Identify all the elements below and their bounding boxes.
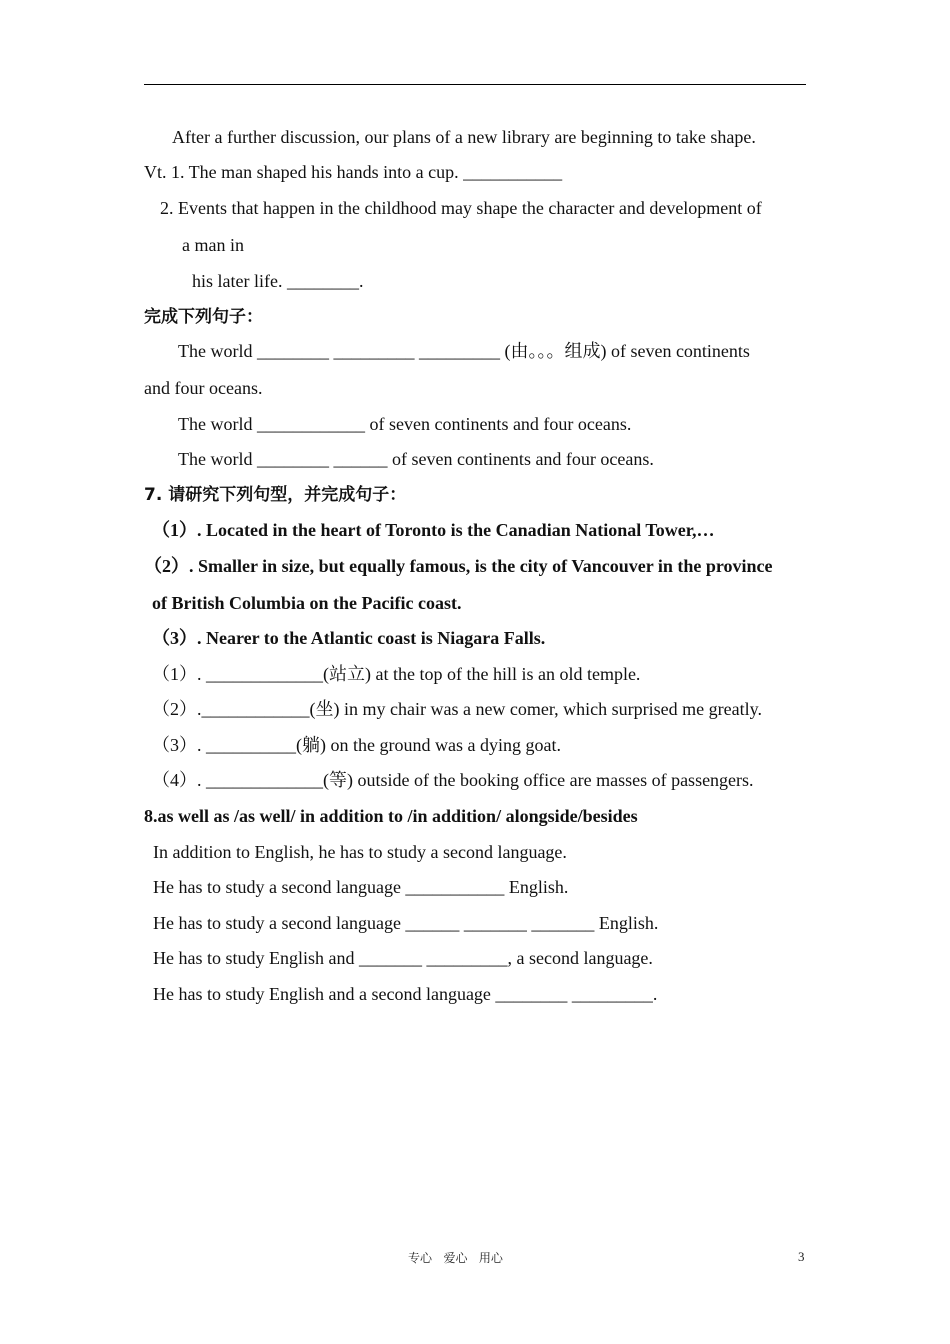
paragraph-line: The world ____________ of seven continents and four oceans. [178,414,632,434]
example-sentence: of British Columbia on the Pacific coast. [152,593,462,613]
page-number: 3 [798,1249,805,1264]
section-heading: 7. 请研究下列句型，并完成句子： [144,485,407,505]
section-heading: 8.as well as /as well/ in addition to /in addition/ alongside/besides [144,806,638,826]
paragraph-line: and four oceans. [144,378,263,398]
paragraph-line: 2. Events that happen in the childhood may shape the character and development of [160,198,762,218]
paragraph-line: a man in [182,235,244,255]
paragraph-line: In addition to English, he has to study a second language. [153,842,567,862]
example-sentence: （2）. Smaller in size, but equally famous, is the city of Vancouver in the province [144,556,773,576]
exercise-line: He has to study a second language ______ _______ _______ English. [153,913,659,933]
exercise-line: （1）. _____________(站立) at the top of the hill is an old temple. [152,664,641,684]
paragraph-line: his later life. ________. [192,271,364,291]
exercise-line: （4）. _____________(等) outside of the booking office are masses of passengers. [152,770,754,790]
exercise-line: He has to study a second language ___________ English. [153,877,569,897]
section-heading: 完成下列句子： [144,307,263,327]
paragraph-line: The world ________ ______ of seven continents and four oceans. [178,449,654,469]
paragraph-line: Vt. 1. The man shaped his hands into a cup. ___________ [144,162,563,182]
exercise-line: （2）.____________(坐) in my chair was a new comer, which surprised me greatly. [152,699,762,719]
footer-motto: 专心 爱心 用心 [408,1251,503,1265]
exercise-line: He has to study English and a second language ________ _________. [153,984,658,1004]
example-sentence: （1）. Located in the heart of Toronto is the Canadian National Tower,… [152,520,715,540]
exercise-line: （3）. __________(躺) on the ground was a dying goat. [152,735,561,755]
example-sentence: （3）. Nearer to the Atlantic coast is Niagara Falls. [152,628,546,648]
paragraph-line: The world ________ _________ _________ (由。。。组成) of seven continents [178,341,750,361]
header-rule [144,84,806,85]
exercise-line: He has to study English and _______ _________, a second language. [153,948,653,968]
paragraph-line: After a further discussion, our plans of a new library are beginning to take shape. [172,127,756,147]
